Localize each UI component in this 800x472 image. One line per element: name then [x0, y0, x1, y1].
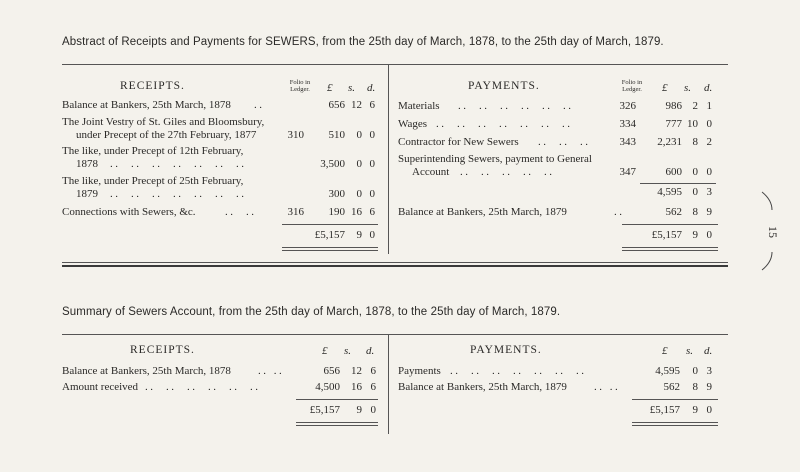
row-label: The like, under Precept of 12th February, [62, 145, 244, 157]
row-label: Contractor for New Sewers [398, 136, 519, 148]
payments-sum-rule [622, 224, 718, 225]
pence: 2 [706, 136, 712, 148]
row-label-continued: 1878 [76, 158, 98, 170]
leader-dots: .. .. .. .. .. .. .. [436, 118, 573, 130]
pounds: 777 [665, 118, 682, 130]
pounds: 562 [665, 206, 682, 218]
subtotal-pence: 3 [706, 186, 712, 198]
abstract-title: Abstract of Receipts and Payments for SEWERS, from the 25th day of March, 1878, to the 25th day of March, 1879. [62, 36, 664, 48]
abstract-receipts-pence-unit: d. [367, 82, 376, 94]
abstract-payments-shilling-unit: s. [684, 82, 692, 94]
row-label: Payments [398, 365, 441, 377]
row-label: Superintending Sewers, payment to General [398, 153, 592, 165]
row-label: The Joint Vestry of St. Giles and Bloomsbury, [62, 116, 265, 128]
folio: 316 [287, 206, 304, 218]
total-pounds: £5,157 [309, 404, 340, 416]
pounds: 3,500 [320, 158, 345, 170]
receipts-total-double-rule [282, 247, 378, 248]
shillings: 12 [351, 99, 362, 111]
pounds: 4,500 [315, 381, 340, 393]
row-label: Materials [398, 100, 440, 112]
total-pence: 0 [369, 229, 375, 241]
summary-receipts-sum-rule [296, 399, 378, 400]
abstract-receipts-pound-unit: £ [327, 82, 333, 94]
total-pounds: £5,157 [314, 229, 345, 241]
leader-dots: .. .. .. .. .. .. .. [110, 188, 247, 200]
pence: 0 [369, 158, 375, 170]
leader-dots: .. [254, 99, 265, 111]
subtotal-shillings: 0 [692, 186, 698, 198]
pounds: 600 [665, 166, 682, 178]
leader-dots: .. .. .. [538, 136, 591, 148]
abstract-column-divider [388, 64, 389, 254]
total-shillings: 9 [356, 404, 362, 416]
pence: 0 [706, 118, 712, 130]
receipts-sum-rule [282, 224, 378, 225]
row-label: Wages [398, 118, 428, 130]
pounds: 562 [663, 381, 680, 393]
abstract-receipts-folio-heading: Folio in Ledger. [289, 79, 311, 93]
summary-receipts-shilling-unit: s. [344, 345, 352, 357]
leader-dots: .. .. [258, 365, 285, 377]
pence: 3 [706, 365, 712, 377]
pounds: 510 [328, 129, 345, 141]
total-shillings: 9 [356, 229, 362, 241]
total-shillings: 9 [692, 229, 698, 241]
leader-dots: .. .. [594, 381, 621, 393]
leader-dots: .. .. .. .. .. .. .. [450, 365, 587, 377]
summary-payments-total-double-rule [632, 425, 718, 426]
total-shillings: 9 [692, 404, 698, 416]
pence: 0 [369, 129, 375, 141]
pounds: 656 [323, 365, 340, 377]
abstract-payments-heading: PAYMENTS. [468, 80, 540, 92]
pence: 6 [369, 99, 375, 111]
pounds: 656 [328, 99, 345, 111]
pence: 6 [370, 381, 376, 393]
total-pounds: £5,157 [651, 229, 682, 241]
pounds: 300 [328, 188, 345, 200]
summary-payments-heading: PAYMENTS. [470, 344, 542, 356]
summary-receipts-pound-unit: £ [322, 345, 328, 357]
leader-dots: .. .. .. .. .. .. [458, 100, 574, 112]
abstract-payments-folio-heading: Folio in Ledger. [621, 79, 643, 93]
total-pence: 0 [706, 404, 712, 416]
leader-dots: .. .. .. .. .. .. .. [110, 158, 247, 170]
pence: 9 [706, 381, 712, 393]
abstract-bottom-rule [62, 262, 728, 263]
payments-total-double-rule [622, 250, 718, 251]
leader-dots: .. .. [225, 206, 257, 218]
summary-receipts-total-double-rule [296, 422, 378, 423]
summary-column-divider [388, 334, 389, 434]
shillings: 0 [692, 166, 698, 178]
shillings: 8 [692, 136, 698, 148]
summary-receipts-total-double-rule [296, 425, 378, 426]
payments-sum-rule [640, 183, 716, 184]
shillings: 16 [351, 206, 362, 218]
row-label-continued: Account [412, 166, 450, 178]
shillings: 0 [356, 129, 362, 141]
abstract-receipts-shilling-unit: s. [348, 82, 356, 94]
summary-top-rule [62, 334, 728, 335]
row-label: Connections with Sewers, &c. [62, 206, 196, 218]
row-label-continued: 1879 [76, 188, 98, 200]
row-label: Balance at Bankers, 25th March, 1878 [62, 99, 231, 111]
abstract-payments-pound-unit: £ [662, 82, 668, 94]
row-label: Balance at Bankers, 25th March, 1879 [398, 206, 567, 218]
folio: 343 [619, 136, 636, 148]
folio: 347 [619, 166, 636, 178]
pence: 0 [369, 188, 375, 200]
receipts-total-double-rule [282, 250, 378, 251]
pence: 6 [369, 206, 375, 218]
shillings: 16 [351, 381, 362, 393]
shillings: 0 [356, 188, 362, 200]
summary-payments-pound-unit: £ [662, 345, 668, 357]
summary-receipts-heading: RECEIPTS. [130, 344, 195, 356]
abstract-bottom-rule-thick [62, 265, 728, 267]
shillings: 2 [692, 100, 698, 112]
row-label: Balance at Bankers, 25th March, 1878 [62, 365, 231, 377]
folio: 310 [287, 129, 304, 141]
total-pounds: £5,157 [649, 404, 680, 416]
shillings: 12 [351, 365, 362, 377]
folio: 326 [619, 100, 636, 112]
pence: 9 [706, 206, 712, 218]
summary-title: Summary of Sewers Account, from the 25th day of March, 1878, to the 25th day of March, 1879. [62, 306, 561, 318]
abstract-top-rule [62, 64, 728, 65]
abstract-payments-pence-unit: d. [704, 82, 713, 94]
leader-dots: .. .. .. .. .. .. [145, 381, 261, 393]
page-number: 15 [766, 226, 780, 238]
pounds: 2,231 [657, 136, 682, 148]
total-pence: 0 [706, 229, 712, 241]
shillings: 8 [692, 381, 698, 393]
pence: 1 [706, 100, 712, 112]
row-label: Balance at Bankers, 25th March, 1879 [398, 381, 567, 393]
pence: 0 [706, 166, 712, 178]
leader-dots: .. .. .. .. .. [460, 166, 555, 178]
summary-payments-shilling-unit: s. [686, 345, 694, 357]
pounds: 190 [328, 206, 345, 218]
row-label: Amount received [62, 381, 139, 393]
payments-total-double-rule [622, 247, 718, 248]
total-pence: 0 [370, 404, 376, 416]
folio: 334 [619, 118, 636, 130]
summary-payments-pence-unit: d. [704, 345, 713, 357]
shillings: 0 [692, 365, 698, 377]
pence: 6 [370, 365, 376, 377]
abstract-receipts-heading: RECEIPTS. [120, 80, 185, 92]
row-label-continued: under Precept of the 27th February, 1877 [76, 129, 257, 141]
summary-receipts-pence-unit: d. [366, 345, 375, 357]
shillings: 10 [687, 118, 698, 130]
summary-payments-total-double-rule [632, 422, 718, 423]
summary-payments-sum-rule [632, 399, 718, 400]
subtotal-pounds: 4,595 [657, 186, 682, 198]
row-label: The like, under Precept of 25th February, [62, 175, 244, 187]
leader-dots: .. [614, 206, 625, 218]
shillings: 8 [692, 206, 698, 218]
shillings: 0 [356, 158, 362, 170]
pounds: 986 [665, 100, 682, 112]
pounds: 4,595 [655, 365, 680, 377]
